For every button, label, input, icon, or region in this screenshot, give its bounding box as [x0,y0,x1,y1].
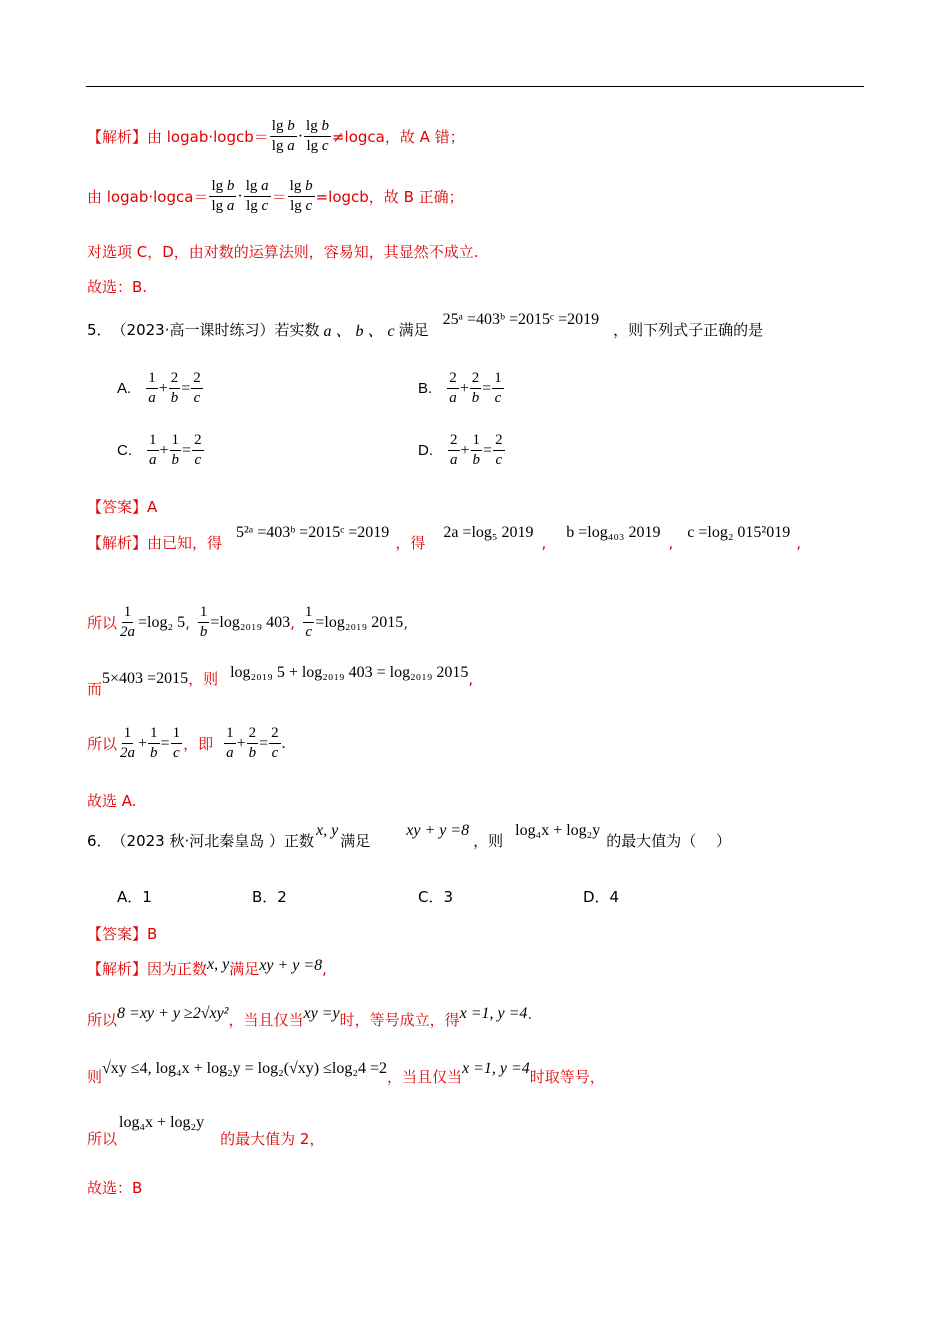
option-label: D. [418,442,433,459]
fraction: $\frac{\text{lg a}}{\text{lg c}}$ [245,178,269,214]
q5-option-a[interactable]: A. $\frac{1}{a}$ + $\frac{2}{b}$ = $\frac{2}{c}$ [117,370,201,406]
math: xy + y =8 [406,821,470,839]
q4-analysis-line1: 【解析】由 log ab·log cb ＝ $\frac{\text{lg b}}{\text{lg a}}$ · $\frac{\text{lg b}}{\text{lg c}}$ ≠log ca ，故 A 错； [87,118,465,154]
option-label: B. [418,380,433,397]
text: ab·log [129,187,176,206]
text: ＝ [253,128,269,146]
math: x =1, y =4 [459,1004,528,1022]
fraction: $\frac{\text{lg b}}{\text{lg c}}$ [289,178,313,214]
text: 因为正数 [147,960,208,978]
q4-analysis-line3: 对选项 C，D，由对数的运算法则，容易知，其显然不成立. [87,243,479,261]
fraction: $\frac{\text{lg b}}{\text{lg c}}$ [306,118,329,154]
text: 由 log [87,188,130,206]
math: x, y [207,955,230,973]
q6-analysis-line4 [87,1112,325,1148]
math: c =log₂ 015²019 [687,523,791,541]
text: 则 [87,1068,103,1086]
text: ，则 [188,670,219,688]
text: cb [351,187,369,206]
fraction: $\frac{2}{b}$ [170,370,179,406]
text: ca [367,127,385,146]
math: =log₂₀₁₉ 2015 [315,613,404,631]
text: 满足 [229,960,260,978]
math: =log₂₀₁₉ 403 [210,613,291,631]
fraction: $\frac{\text{lg b}}{\text{lg a}}$ [271,118,295,154]
math: x =1, y =4 [461,1059,530,1077]
q6-question [87,821,732,851]
q5-option-c[interactable]: C. $\frac{1}{a}$ + $\frac{1}{b}$ = $\frac{2}{c}$ [117,432,202,468]
text: ≠log [331,127,368,146]
text: ，则下列式子正确的是 [613,321,764,339]
q6-analysis-line3 [87,1058,605,1086]
q5-option-d[interactable]: D. $\frac{2}{a}$ + $\frac{1}{b}$ = $\frac{2}{c}$ [418,432,503,468]
text: ，得 [395,534,426,552]
q6-option-a[interactable]: A．1 [117,888,152,906]
text: ，当且仅当 [228,1011,304,1029]
text: 时取等号， [529,1068,605,1086]
fraction: $\frac{1}{b}$ [472,432,481,468]
text: ca [176,187,194,206]
math: =log₂ 5 [138,613,186,631]
header-rule [86,86,864,87]
math: a 、 b 、 c [323,323,395,340]
math: 5×403 =2015 [102,669,189,687]
math: log₄x + log₂y [119,1113,205,1131]
q5-analysis-line1: 【解析】由已知，得 5²ᵃ =403ᵇ =2015ᶜ =2019 ，得 2a =log₅ 2019 , b =log₄₀₃ 2019 , c =log₂ 015²019 , [87,523,801,552]
math: b =log₄₀₃ 2019 [566,523,661,541]
text: 时，等号成立，得 [339,1011,460,1029]
q6-answer: 【答案】B [87,925,158,943]
text: 【解析】由 log [87,128,190,146]
fraction: $\frac{2}{c}$ [194,432,202,468]
math: 5²ᵃ =403ᵇ =2015ᶜ =2019 [236,523,390,541]
fraction: $\frac{2}{a}$ [449,370,457,406]
text: ，即 [183,735,214,753]
fraction: $\frac{1}{c}$ [172,725,181,761]
text: ，故 A 错； [384,128,465,146]
q5-question [87,310,764,341]
q6-analysis-end: 故选：B [87,1179,143,1197]
question-number: 5． [87,321,112,339]
text: 满足 [340,832,371,850]
question-text: （2023 秋·河北秦皇岛 ）正数 [111,832,315,850]
fraction: $\frac{2}{b}$ [471,370,480,406]
fraction: $\frac{1}{2a}$ [120,604,136,640]
fraction: $\frac{2}{a}$ [450,432,458,468]
fraction: $\frac{1}{b}$ [171,432,180,468]
math: log₂₀₁₉ 5 + log₂₀₁₉ 403 = log₂₀₁₉ 2015 [230,663,469,681]
question-text: （2023·高一课时练习）若实数 [111,321,320,339]
option-label: A. [117,380,132,397]
math: log₄x + log₂y [515,821,601,839]
text: 所以 [87,614,118,632]
q6-analysis-line1: 【解析】 因为正数 x, y 满足 xy + y =8 , [87,955,327,978]
math: xy =y [303,1004,340,1022]
fraction: $\frac{\text{lg b}}{\text{lg a}}$ [211,178,235,214]
q6-option-d[interactable]: D．4 [583,888,620,906]
text: ，则 [473,832,504,850]
fraction: $\frac{1}{c}$ [494,370,502,406]
q6-analysis-line2: 所以 8 =xy + y ≥2√xy² ，当且仅当 xy =y 时，等号成立，得 x =1, y =4 . [87,1004,533,1029]
q6-option-b[interactable]: B．2 [252,888,287,906]
fraction: $\frac{1}{c}$ [304,604,313,640]
fraction: $\frac{1}{2a}$ [120,725,136,761]
option-label: C. [117,442,132,459]
text: 所以 [87,1011,118,1029]
fraction: $\frac{2}{c}$ [193,370,201,406]
text: 而 [87,680,103,698]
q5-analysis-line3: 而 5×403 =2015 ，则 log₂₀₁₉ 5 + log₂₀₁₉ 403 = log₂₀₁₉ 2015 , [87,663,474,698]
q4-analysis-line2: 由 log ab·log ca ＝ $\frac{\text{lg b}}{\text{lg a}}$ · $\frac{\text{lg a}}{\text{lg c}}$ ＝ $\frac{\text{lg b}}{\text{lg c}}$ =log cb ，故 B 正确； [87,178,464,214]
q5-analysis-line4: 所以 $\frac{1}{2a}$ + $\frac{1}{b}$ = $\frac{1}{c}$ ，即 $\frac{1}{a}$ + $\frac{2}{b}$ = $\frac{2}{c}$ . [87,725,286,761]
q5-analysis-end: 故选 A. [87,792,137,810]
text: 的最大值为 2， [220,1130,325,1148]
text: 满足 [398,321,429,339]
fraction: $\frac{2}{c}$ [271,725,279,761]
text: ab·log [189,127,236,146]
fraction: $\frac{1}{a}$ [149,432,157,468]
q5-answer: 【答案】A [87,498,158,516]
fraction: $\frac{1}{a}$ [226,725,234,761]
text: 的最大值为（ ） [606,832,732,850]
math: 2a =log₅ 2019 [443,523,534,541]
fraction: $\frac{2}{c}$ [495,432,503,468]
math: 25ᵃ =403ᵇ =2015ᶜ =2019 [442,310,600,328]
text: cb [236,127,254,146]
fraction: $\frac{1}{a}$ [148,370,156,406]
analysis-label: 【解析】由已知，得 [87,534,223,552]
fraction: $\frac{2}{b}$ [248,725,257,761]
math: √xy ≤4, log₄x + log₂y = log₂(√xy) ≤log₂4 =2 [102,1059,387,1077]
text: ，当且仅当 [386,1068,462,1086]
q4-analysis-line4: 故选：B. [87,278,148,296]
math: xy + y =8 [259,956,323,974]
text: ，故 B 正确； [368,188,464,206]
fraction: $\frac{1}{b}$ [150,725,158,761]
text: =log [315,187,352,206]
q5-analysis-line2: 所以 $\frac{1}{2a}$ =log₂ 5 , $\frac{1}{b}$ =log₂₀₁₉ 403 , $\frac{1}{c}$ =log₂₀₁₉ 2015 , [87,604,408,640]
analysis-label: 【解析】 [87,960,148,978]
math: x, y [316,821,339,839]
math: 8 =xy + y ≥2√xy² [117,1004,229,1022]
text: 所以 [87,1130,118,1148]
fraction: $\frac{1}{b}$ [199,604,208,640]
question-number: 6． [87,832,112,850]
q5-option-b[interactable]: B. $\frac{2}{a}$ + $\frac{2}{b}$ = $\frac{1}{c}$ [418,370,502,406]
q6-option-c[interactable]: C．3 [418,888,454,906]
text: 所以 [87,735,118,753]
